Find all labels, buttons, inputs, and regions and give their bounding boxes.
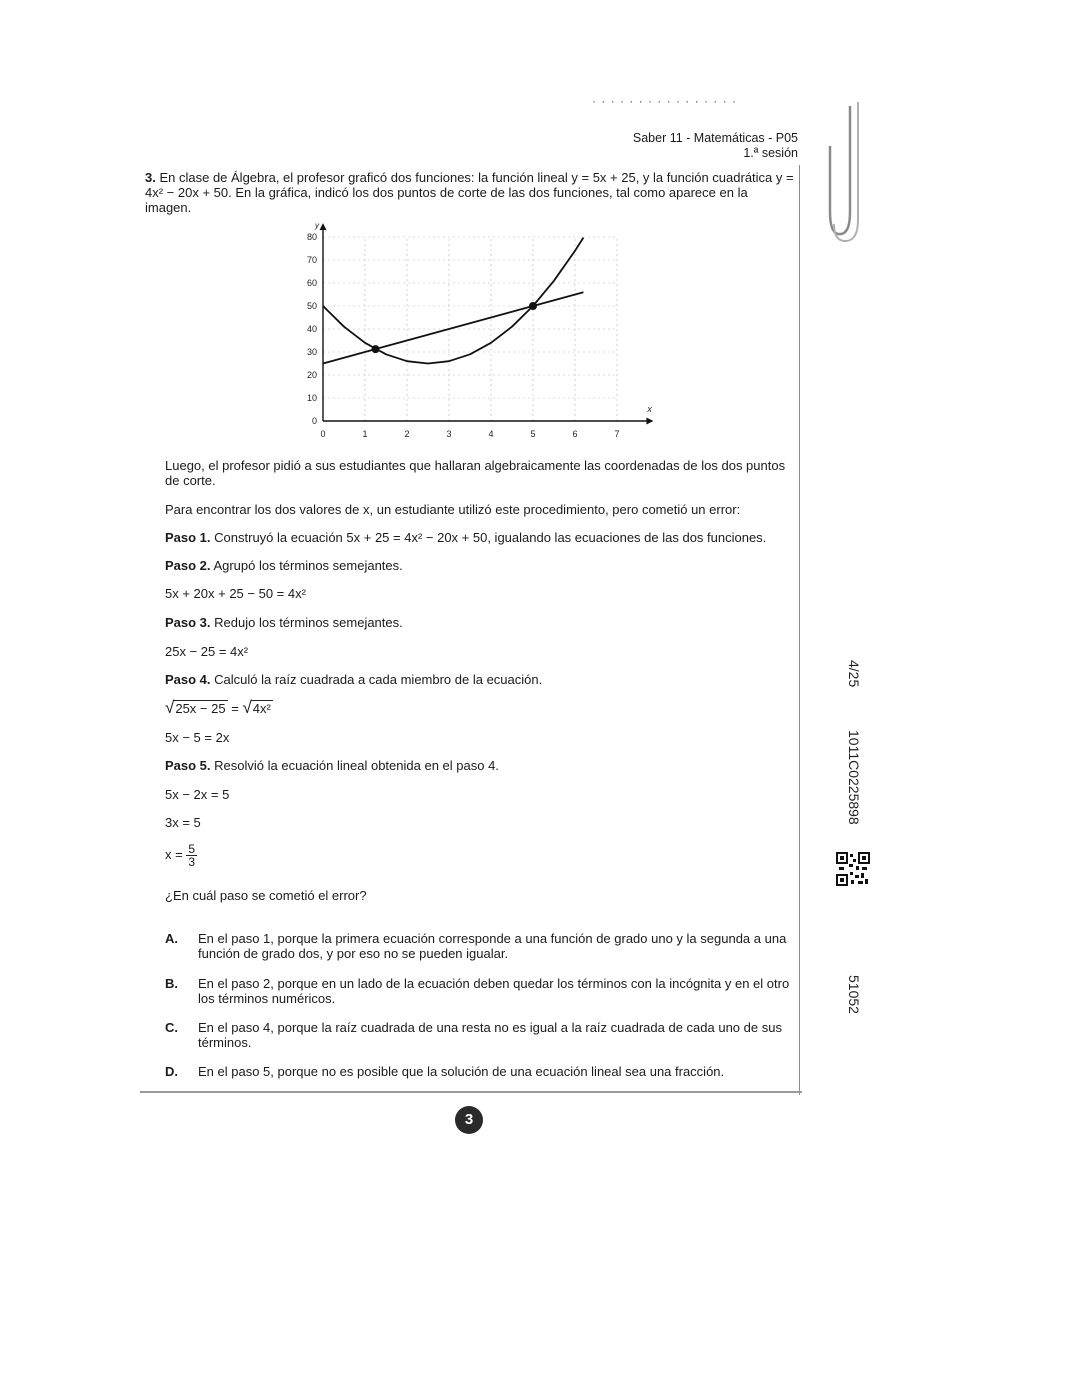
- booklet-code: 1011C0225898: [846, 730, 862, 825]
- sqrt-right: 4x²: [252, 701, 271, 716]
- procedure-intro: Para encontrar los dos valores de x, un estudiante utilizó este procedimiento, pero cometió un error:: [165, 502, 741, 517]
- sqrt-icon: √: [242, 698, 252, 717]
- step-4-sqrt-equation: [165, 698, 273, 718]
- step-3: [165, 615, 797, 630]
- step-5-text: Resolvió la ecuación lineal obtenida en el paso 4.: [214, 758, 499, 773]
- y-tick-label: 80: [306, 232, 317, 242]
- option-c[interactable]: [165, 1020, 797, 1050]
- top-code: · · · · · · · · · · · · · · · ·: [592, 94, 737, 108]
- y-axis-label: y: [315, 221, 319, 231]
- x-axis-arrow-icon: [646, 418, 653, 425]
- x-tick-label: 4: [488, 429, 494, 439]
- x-axis-label: x: [647, 404, 652, 414]
- intersection-point: [529, 302, 537, 310]
- option-d[interactable]: [165, 1064, 797, 1079]
- option-d-letter: D.: [165, 1064, 178, 1079]
- y-tick-label: 20: [306, 370, 317, 380]
- option-a-text: En el paso 1, porque la primera ecuación corresponde a una función de grado uno y la segunda a una función de grado dos, y por eso no se pueden igualar.: [198, 931, 787, 961]
- intersection-point: [372, 345, 380, 353]
- option-c-letter: C.: [165, 1020, 178, 1035]
- y-tick-label: 0: [311, 416, 317, 426]
- option-d-text: En el paso 5, porque no es posible que la solución de una ecuación lineal sea una fracción.: [198, 1064, 725, 1079]
- y-tick-label: 40: [306, 324, 317, 334]
- step-4: [165, 672, 797, 687]
- y-axis-arrow-icon: [320, 223, 327, 230]
- x-tick-label: 3: [446, 429, 452, 439]
- y-tick-label: 60: [306, 278, 317, 288]
- sqrt-left: 25x − 25: [175, 701, 226, 716]
- option-b[interactable]: [165, 976, 797, 1006]
- step-3-equation: 25x − 25 = 4x²: [165, 644, 249, 659]
- step-1: [165, 530, 797, 545]
- x-tick-label: 5: [530, 429, 536, 439]
- y-tick-label: 50: [306, 301, 317, 311]
- option-c-text: En el paso 4, porque la raíz cuadrada de una resta no es igual a la raíz cuadrada de cada uno de sus términos.: [198, 1020, 782, 1050]
- paperclip-icon: [826, 100, 870, 245]
- header-session: 1.ª sesión: [743, 146, 798, 160]
- option-a-letter: A.: [165, 931, 178, 946]
- step-5-label: Paso 5.: [165, 758, 211, 773]
- function-graph: [290, 208, 650, 444]
- step-1-label: Paso 1.: [165, 530, 211, 545]
- y-tick-label: 70: [306, 255, 317, 265]
- header-title: Saber 11 - Matemáticas - P05: [632, 131, 798, 145]
- fraction-numerator: 5: [188, 842, 196, 856]
- step-1-text: Construyó la ecuación 5x + 25 = 4x² − 20x + 50, igualando las ecuaciones de las dos funciones.: [214, 530, 767, 545]
- x-tick-label: 6: [572, 429, 578, 439]
- step-4-label: Paso 4.: [165, 672, 211, 687]
- sqrt-equals: =: [231, 701, 239, 716]
- page-number-badge: 3: [455, 1106, 483, 1134]
- step-4-equation-2: 5x − 5 = 2x: [165, 730, 230, 745]
- question-prompt: ¿En cuál paso se cometió el error?: [165, 888, 367, 903]
- step-2-label: Paso 2.: [165, 558, 211, 573]
- step-2-equation: 5x + 20x + 25 − 50 = 4x²: [165, 586, 306, 601]
- page-fraction: 4/25: [846, 660, 862, 688]
- option-b-letter: B.: [165, 976, 178, 991]
- option-a[interactable]: [165, 931, 797, 961]
- page-header: [633, 131, 798, 161]
- question-number: 3.: [145, 170, 156, 185]
- bottom-rule: [140, 1091, 802, 1093]
- series-quadratic: [323, 238, 583, 364]
- step-5: [165, 758, 797, 773]
- step-5-equation-1: 5x − 2x = 5: [165, 787, 230, 802]
- fraction-left: x =: [165, 846, 183, 862]
- step-3-label: Paso 3.: [165, 615, 211, 630]
- x-tick-label: 0: [320, 429, 326, 439]
- after-chart-text: Luego, el profesor pidió a sus estudiantes que hallaran algebraicamente las coordenadas de los dos puntos de corte.: [165, 458, 786, 488]
- form-code: 51052: [846, 975, 862, 1014]
- right-margin-rule: [799, 165, 800, 1095]
- question-intro: En clase de Álgebra, el profesor graficó dos funciones: la función lineal y = 5x + 25, y la función cuadrática y = 4x² − 20x + 50. En la gráfica, indicó los dos puntos de corte de las dos funciones, tal como aparece en la imagen.: [145, 170, 794, 215]
- x-tick-label: 2: [404, 429, 410, 439]
- fraction-denominator: 3: [188, 855, 196, 869]
- option-b-text: En el paso 2, porque en un lado de la ecuación deben quedar los términos con la incógnita y en el otro los términos numéricos.: [198, 976, 790, 1006]
- fraction: [186, 843, 197, 868]
- x-tick-label: 7: [614, 429, 620, 439]
- step-4-text: Calculó la raíz cuadrada a cada miembro de la ecuación.: [214, 672, 543, 687]
- step-5-equation-2: 3x = 5: [165, 815, 201, 830]
- step-2: [165, 558, 797, 573]
- step-2-text: Agrupó los términos semejantes.: [213, 558, 403, 573]
- step-3-text: Redujo los términos semejantes.: [214, 615, 403, 630]
- x-tick-label: 1: [362, 429, 368, 439]
- y-tick-label: 30: [306, 347, 317, 357]
- step-5-equation-3: [165, 843, 197, 868]
- y-tick-label: 10: [306, 393, 317, 403]
- series-linear: [323, 292, 583, 363]
- qr-code-icon: [836, 852, 870, 886]
- sqrt-icon: √: [165, 698, 175, 717]
